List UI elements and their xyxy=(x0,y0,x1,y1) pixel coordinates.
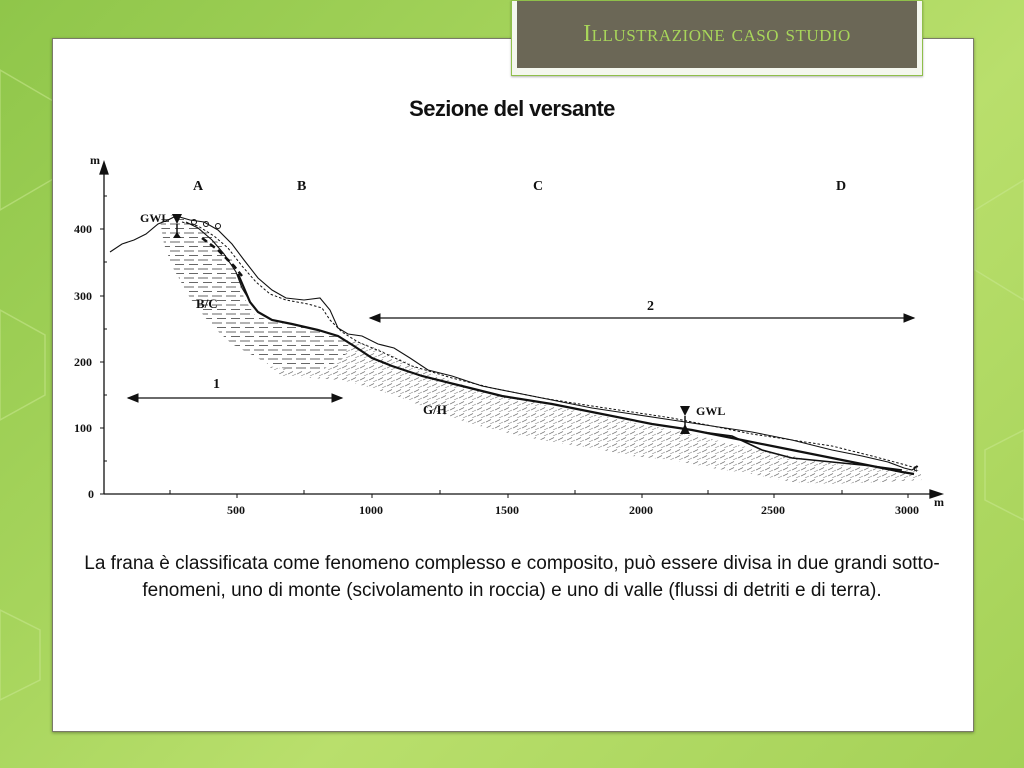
rock-unit-label: B/C xyxy=(196,296,218,311)
zone-label-a: A xyxy=(193,179,204,194)
gwl-lower-label: GWL xyxy=(696,404,726,418)
rock-mass-area xyxy=(160,214,350,370)
slope-cross-section-diagram xyxy=(72,148,952,520)
y-axis-unit: m xyxy=(90,153,100,167)
title-banner xyxy=(517,1,917,68)
y-tick-400: 400 xyxy=(74,222,92,236)
x-tick-500: 500 xyxy=(227,503,245,517)
x-axis-unit: m xyxy=(934,495,944,509)
debris-unit-label: G/H xyxy=(423,402,447,417)
y-tick-0: 0 xyxy=(88,487,94,501)
x-tick-2500: 2500 xyxy=(761,503,785,517)
section-heading: Sezione del versante xyxy=(409,96,615,121)
y-tick-100: 100 xyxy=(74,421,92,435)
zone-label-b: B xyxy=(297,179,307,194)
segment-2-label: 2 xyxy=(647,299,654,314)
zone-label-d: D xyxy=(836,179,847,194)
x-tick-1000: 1000 xyxy=(359,503,383,517)
segment-1-arrow xyxy=(128,394,342,402)
y-axis-arrow xyxy=(100,162,108,174)
slide-caption: La frana è classificata come fenomeno complesso e composito, può essere divisa in due grandi sotto-fenomeni, uno di monte (scivolamento in roccia) e uno di valle (flussi di detriti e di terra). xyxy=(84,553,940,601)
y-tick-200: 200 xyxy=(74,355,92,369)
y-tick-300: 300 xyxy=(74,289,92,303)
slide-title: Illustrazione caso studio xyxy=(583,21,851,47)
segment-1-label: 1 xyxy=(213,377,220,392)
segment-2-arrow xyxy=(370,314,914,322)
x-tick-2000: 2000 xyxy=(629,503,653,517)
title-box xyxy=(511,0,923,76)
x-tick-1500: 1500 xyxy=(495,503,519,517)
x-tick-3000: 3000 xyxy=(895,503,919,517)
slope-profiles xyxy=(110,216,918,474)
toe-marker: ¢ xyxy=(913,463,919,475)
zone-label-c: C xyxy=(533,179,544,194)
gwl-upper-label: GWL xyxy=(140,211,170,225)
